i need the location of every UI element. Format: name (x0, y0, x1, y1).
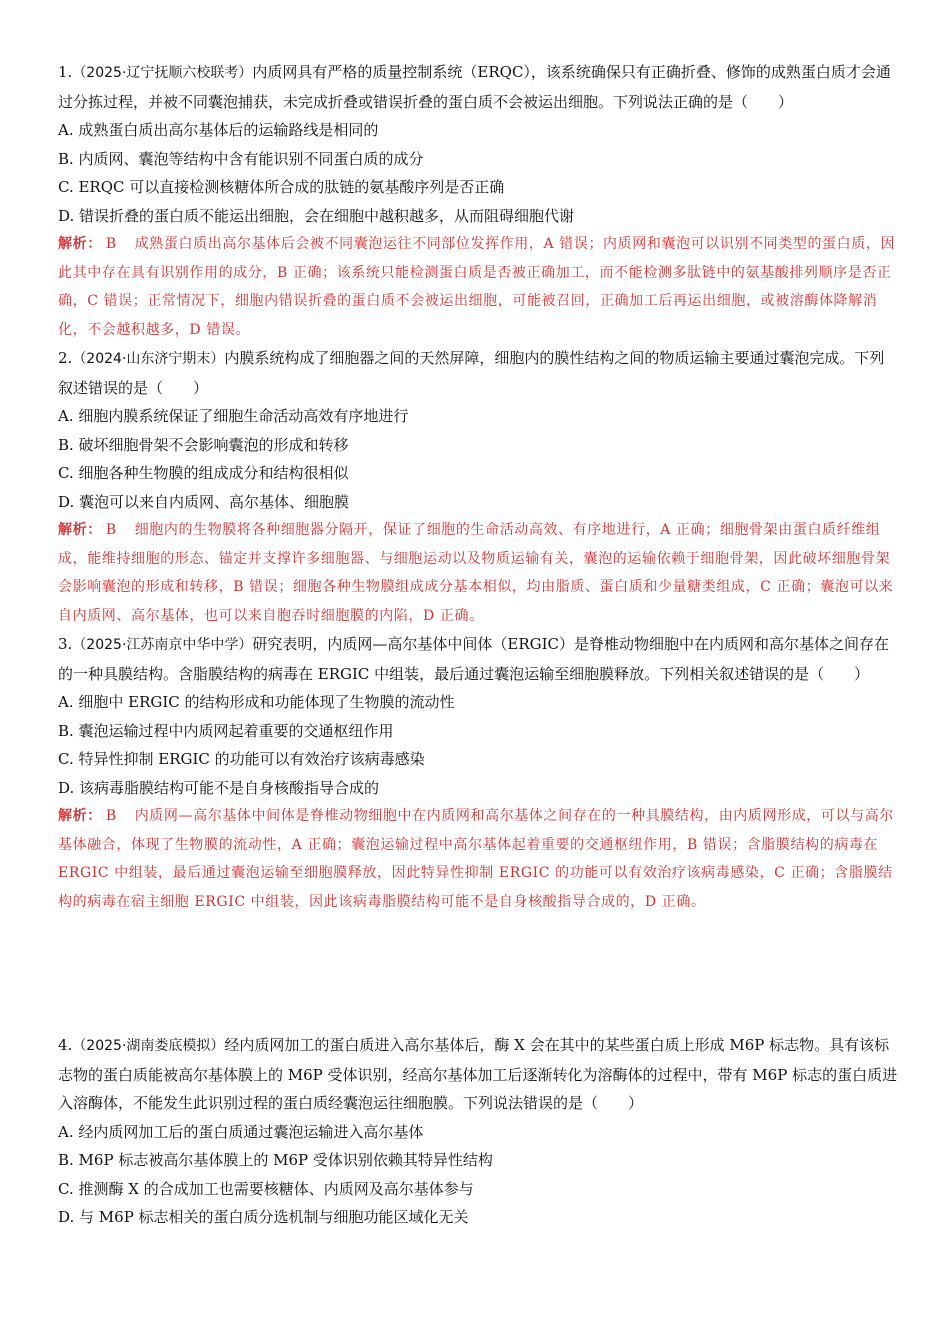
option-c: C. ERQC 可以直接检测核糖体所合成的肽链的氨基酸序列是否正确 (58, 178, 505, 196)
analysis (58, 230, 898, 344)
question-number: 3. (58, 635, 73, 653)
question-text: 研究表明，内质网—高尔基体中间体（ERGIC）是脊椎动物细胞中在内质网和高尔基体之间存在的一种具膜结构。含脂膜结构的病毒在 ERGIC 中组装，最后通过囊泡运输至细胞膜释放。下列相关叙述错误的是（ ） (58, 635, 890, 683)
question-3 (58, 630, 898, 916)
option-b: B. M6P 标志被高尔基体膜上的 M6P 受体识别依赖其特异性结构 (58, 1151, 493, 1169)
analysis-text: 内质网—高尔基体中间体是脊椎动物细胞中在内质网和高尔基体之间存在的一种具膜结构，由内质网形成，可以与高尔基体融合，体现了生物膜的流动性，A 正确；囊泡运输过程中高尔基体起着重要的交通枢纽作用，B 错误；含脂膜结构的病毒在 ERGIC 中组装，最后通过囊泡运输至细胞膜释放，因此特异性抑制 ERGIC 的功能可以有效治疗该病毒感染，C 正确；含脂膜结构的病毒在宿主细胞 ERGIC 中组装，因此该病毒脂膜结构可能不是自身核酸指导合成的，D 正确。 (58, 808, 894, 910)
question-1 (58, 58, 898, 344)
question-2 (58, 344, 898, 630)
section-gap (58, 916, 898, 1031)
analysis-label: 解析： (58, 522, 102, 538)
analysis (58, 802, 898, 916)
answer-key: B (105, 808, 117, 824)
analysis-text: 成熟蛋白质出高尔基体后会被不同囊泡运往不同部位发挥作用，A 错误；内质网和囊泡可以识别不同类型的蛋白质，因此其中存在具有识别作用的成分，B 正确；该系统只能检测蛋白质是否被正确加工，而不能检测多肽链中的氨基酸排列顺序是否正确，C 错误；正常情况下，细胞内错误折叠的蛋白质不会被运出细胞，可能被召回，正确加工后再运出细胞，或被溶酶体降解消化，不会越积越多，D 错误。 (58, 236, 896, 338)
option-b: B. 破坏细胞骨架不会影响囊泡的形成和转移 (58, 435, 349, 454)
question-text: 经内质网加工的蛋白质进入高尔基体后，酶 X 会在其中的某些蛋白质上形成 M6P 标志物。具有该标志物的蛋白质能被高尔基体膜上的 M6P 受体识别，经高尔基体加工后逐渐转化为溶酶体的过程中，带有 M6P 标志的蛋白质进入溶酶体，不能发生此识别过程的蛋白质经囊泡运往细胞膜。下列说法错误的是（ ） (58, 1036, 898, 1112)
analysis-text: 细胞内的生物膜将各种细胞器分隔开，保证了细胞的生命活动高效、有序地进行，A 正确；细胞骨架由蛋白质纤维组成，能维持细胞的形态、锚定并支撑许多细胞器、与细胞运动以及物质运输有关，囊泡的运输依赖于细胞骨架，因此破坏细胞骨架会影响囊泡的形成和转移，B 错误；细胞各种生物膜组成成分基本相似，均由脂质、蛋白质和少量糖类组成，C 正确；囊泡可以来自内质网、高尔基体，也可以来自胞吞时细胞膜的内陷，D 正确。 (58, 522, 894, 624)
option-a: A. 成熟蛋白质出高尔基体后的运输路线是相同的 (58, 121, 379, 139)
analysis-label: 解析： (58, 236, 102, 252)
analysis (58, 516, 898, 630)
option-c: C. 细胞各种生物膜的组成成分和结构很相似 (58, 464, 349, 482)
option-b: B. 囊泡运输过程中内质网起着重要的交通枢纽作用 (58, 721, 394, 740)
question-source: （2025·江苏南京中华中学） (72, 637, 253, 653)
option-d: D. 该病毒脂膜结构可能不是自身核酸指导合成的 (58, 778, 380, 797)
option-d: D. 囊泡可以来自内质网、高尔基体、细胞膜 (58, 492, 350, 511)
answer-key: B (105, 522, 117, 538)
question-number: 1. (58, 63, 73, 81)
option-c: C. 推测酶 X 的合成加工也需要核糖体、内质网及高尔基体参与 (58, 1179, 474, 1198)
question-number: 4. (58, 1036, 73, 1054)
analysis-label: 解析： (58, 808, 102, 824)
question-text: 内质网具有严格的质量控制系统（ERQC），该系统确保只有正确折叠、修饰的成熟蛋白质才会通过分拣过程，并被不同囊泡捕获，未完成折叠或错误折叠的蛋白质不会被运出细胞。下列说法正确的是（ ） (58, 63, 891, 111)
question-4 (58, 1031, 898, 1232)
option-d: D. 错误折叠的蛋白质不能运出细胞，会在细胞中越积越多，从而阻碍细胞代谢 (58, 206, 575, 225)
option-a: A. 经内质网加工后的蛋白质通过囊泡运输进入高尔基体 (58, 1122, 424, 1141)
option-d: D. 与 M6P 标志相关的蛋白质分选机制与细胞功能区域化无关 (58, 1208, 469, 1226)
option-a: A. 细胞中 ERGIC 的结构形成和功能体现了生物膜的流动性 (58, 693, 455, 711)
option-c: C. 特异性抑制 ERGIC 的功能可以有效治疗该病毒感染 (58, 750, 425, 768)
question-source: （2025·辽宁抚顺六校联考） (72, 65, 253, 81)
question-stem (58, 58, 898, 116)
question-source: （2024·山东济宁期末） (72, 351, 225, 367)
question-text: 内膜系统构成了细胞器之间的天然屏障，细胞内的膜性结构之间的物质运输主要通过囊泡完成。下列叙述错误的是（ ） (58, 349, 885, 397)
question-stem (58, 344, 898, 402)
question-stem (58, 1031, 898, 1118)
question-number: 2. (58, 349, 73, 367)
option-b: B. 内质网、囊泡等结构中含有能识别不同蛋白质的成分 (58, 149, 424, 168)
option-a: A. 细胞内膜系统保证了细胞生命活动高效有序地进行 (58, 407, 409, 425)
question-source: （2025·湖南娄底模拟） (72, 1038, 225, 1054)
worksheet-page (58, 58, 898, 1232)
question-stem (58, 630, 898, 688)
answer-key: B (105, 236, 117, 252)
